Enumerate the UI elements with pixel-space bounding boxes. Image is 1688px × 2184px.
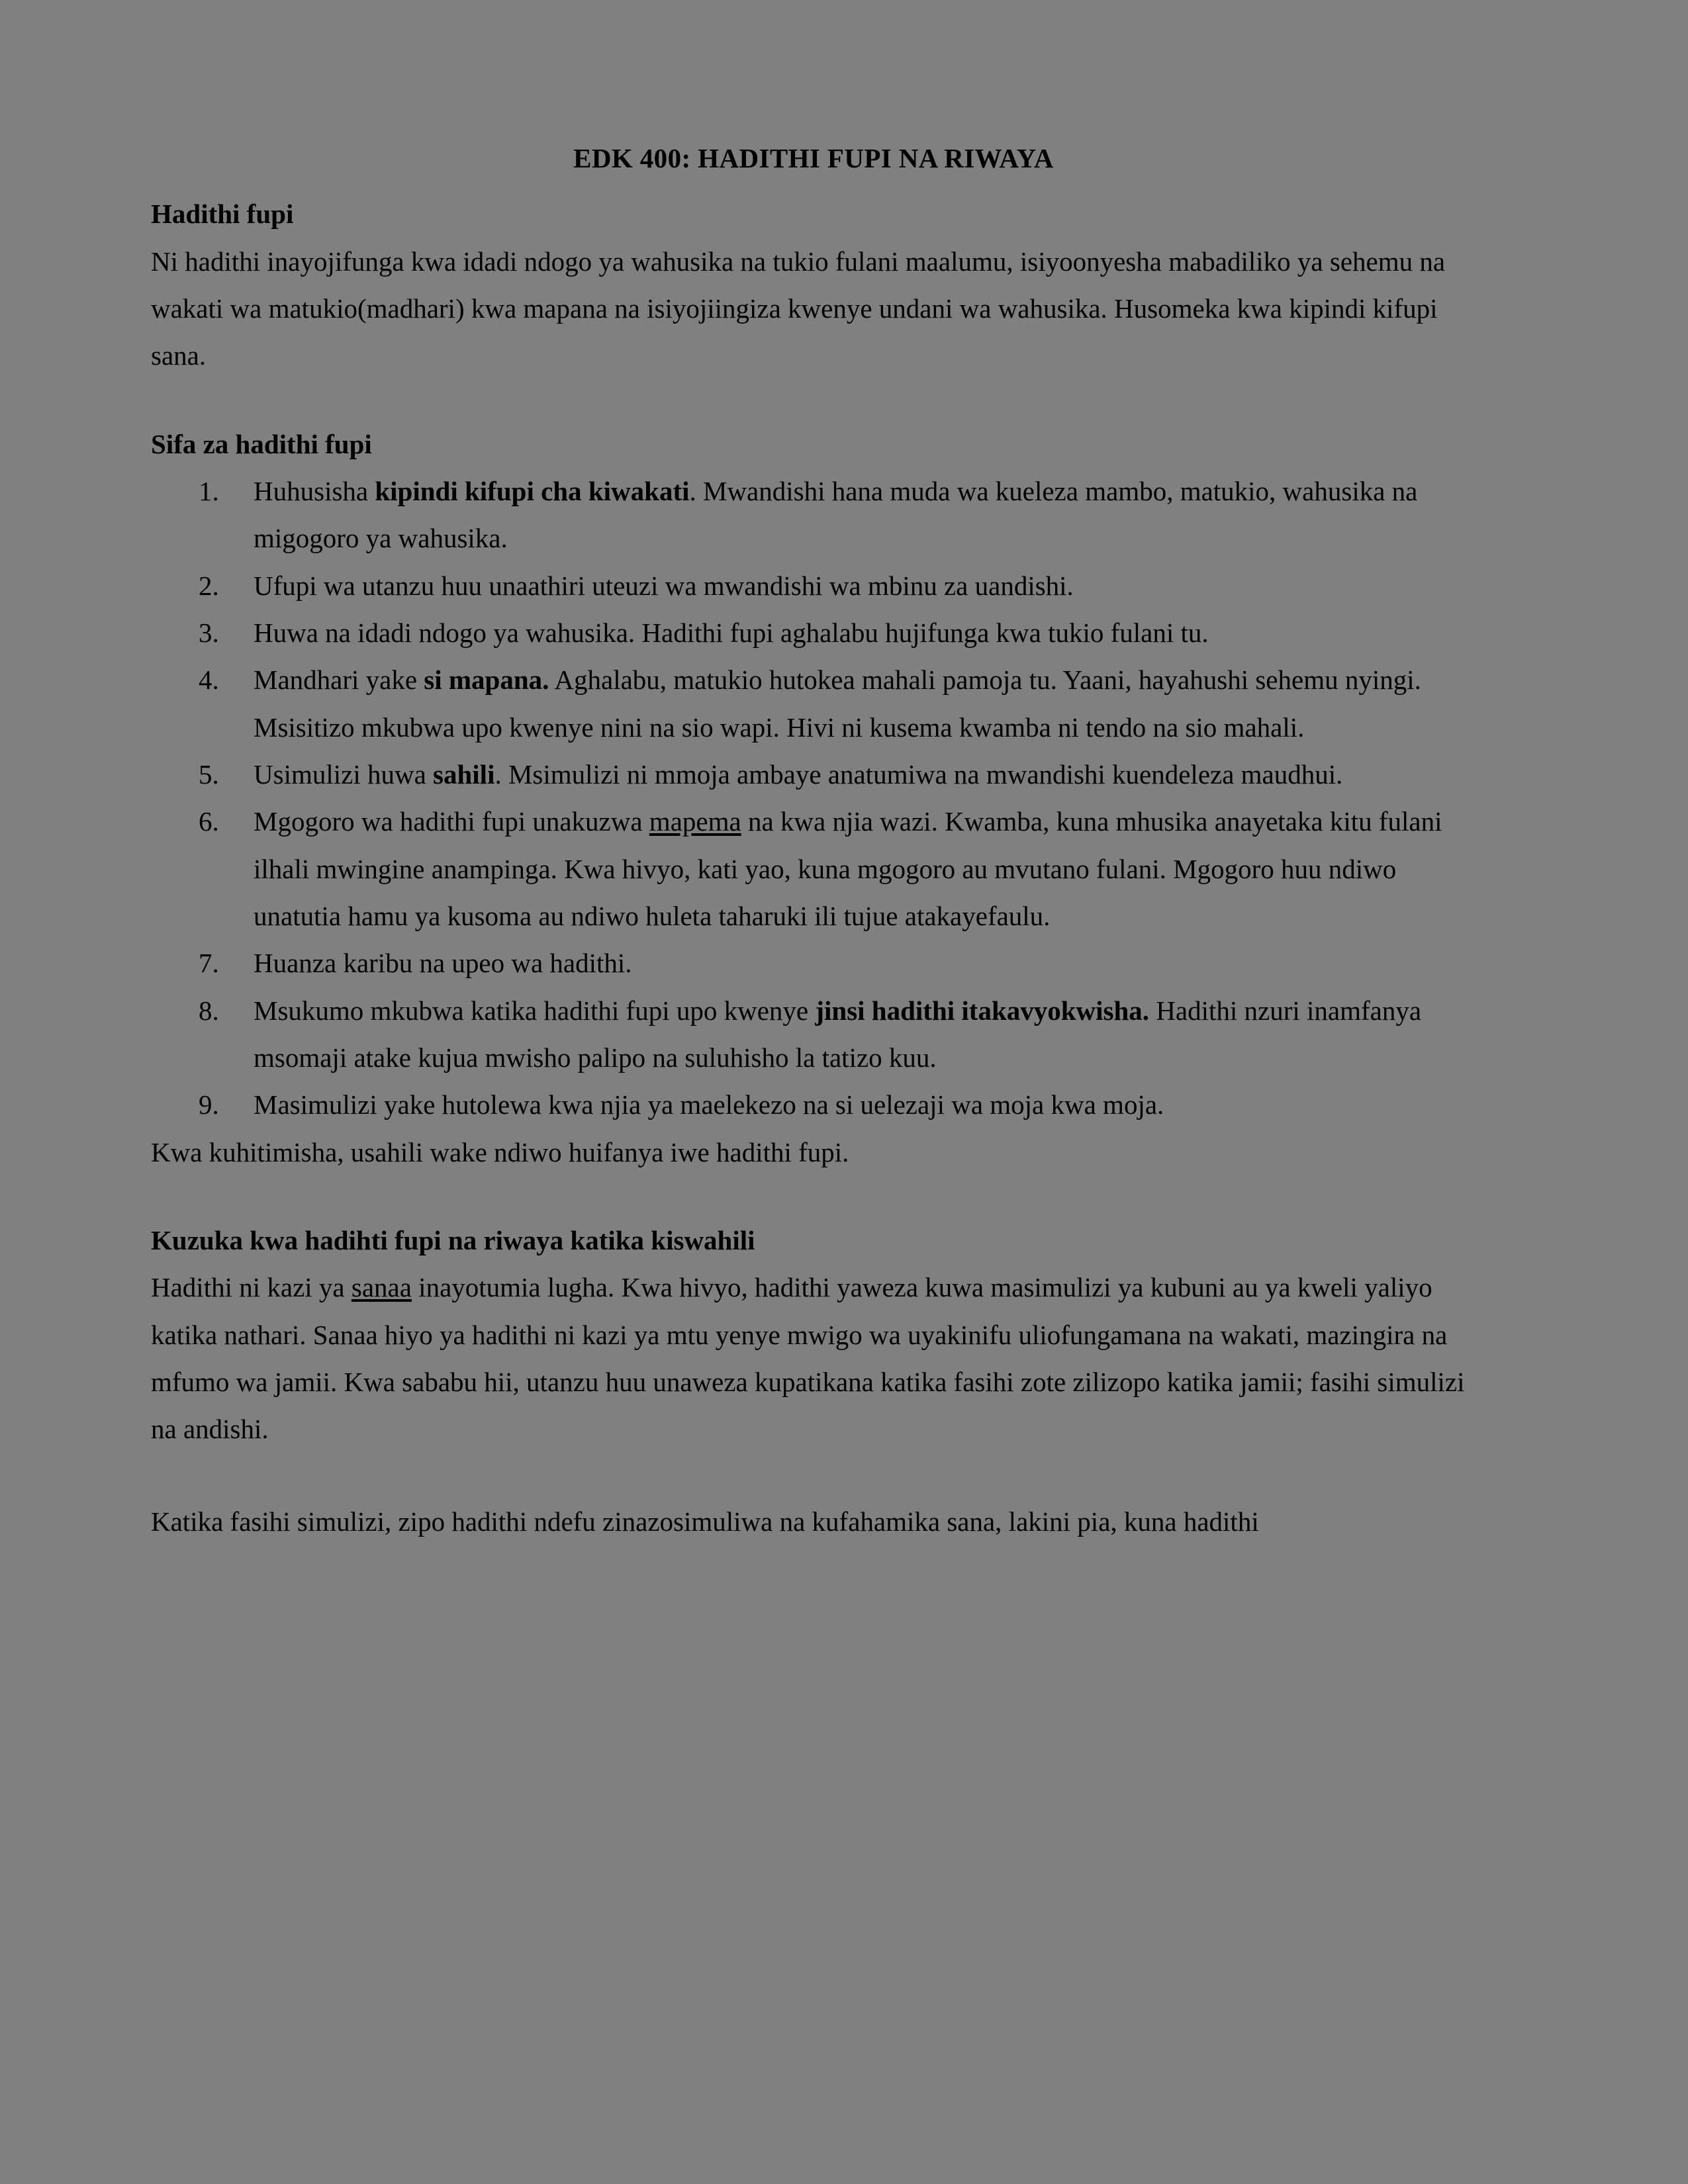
- list-item-text-post: Aghalabu, matukio hutokea mahali pamoja tu. Yaani, hayahushi sehemu nyingi. Msisitizo mkubwa upo kwenye nini na sio wapi. Hivi ni kusema kwamba ni tendo na sio mahali.: [254, 664, 1421, 743]
- list-item-emphasis: jinsi hadithi itakavyokwisha.: [815, 995, 1150, 1026]
- list-item-emphasis: si mapana.: [424, 664, 549, 696]
- list-item-emphasis: kipindi kifupi cha kiwakati: [375, 476, 690, 507]
- paragraph-sifa-closing: Kwa kuhitimisha, usahili wake ndiwo huifanya iwe hadithi fupi.: [151, 1136, 849, 1167]
- list-item-text-post: Hadithi nzuri inamfanya msomaji atake kujua mwisho palipo na suluhisho la tatizo kuu.: [254, 995, 1422, 1073]
- page-title: EDK 400: HADITHI FUPI NA RIWAYA: [573, 143, 1054, 173]
- paragraph-hadithi-fupi-body: Ni hadithi inayojifunga kwa idadi ndogo ya wahusika na tukio fulani maalumu, isiyoonyesha mabadiliko ya sehemu na wakati wa matukio(madhari) kwa mapana na isiyojiingiza kwenye undani wa wahusika. Husomeka kwa kipindi kifupi sana.: [151, 246, 1446, 371]
- paragraph-spacer: [151, 380, 1476, 425]
- list-item-text-pre: Huwa na idadi ndogo ya wahusika. Hadithi fupi aghalabu hujifunga kwa tukio fulani tu.: [254, 617, 1209, 649]
- list-item: [151, 987, 1476, 1082]
- list-item: [151, 798, 1476, 940]
- list-item: [151, 563, 1476, 610]
- sifa-numbered-list: [151, 468, 1476, 1129]
- paragraph-text-post: inayotumia lugha. Kwa hivyo, hadithi yaweza kuwa masimulizi ya kubuni au ya kweli yaliyo katika nathari. Sanaa hiyo ya hadithi ni kazi ya mtu yenye mwigo wa uyakinifu uliofungamana na wakati, mazingira na mfumo wa jamii. Kwa sababu hii, utanzu huu unaweza kupatikana katika fasihi zote zilizopo katika jamii; fasihi simulizi na andishi.: [151, 1272, 1465, 1445]
- list-item: [151, 1081, 1476, 1128]
- paragraph-spacer: [151, 1176, 1476, 1221]
- list-item-text-pre: Msukumo mkubwa katika hadithi fupi upo kwenye: [254, 995, 816, 1026]
- list-item-text-post: na kwa njia wazi. Kwamba, kuna mhusika anayetaka kitu fulani ilhali mwingine anampinga. Kwa hivyo, kati yao, kuna mgogoro au mvutano fulani. Mgogoro huu ndiwo unatutia hamu ya kusoma au ndiwo huleta taharuki ili tujue atakayefaulu.: [254, 806, 1442, 931]
- section-heading-sifa: Sifa za hadithi fupi: [151, 428, 372, 459]
- list-item-text-pre: Huanza karibu na upeo wa hadithi.: [254, 948, 632, 979]
- list-item-text-pre: Masimulizi yake hutolewa kwa njia ya maelekezo na si uelezaji wa moja kwa moja.: [254, 1089, 1164, 1120]
- paragraph-spacer: [151, 1453, 1476, 1498]
- list-item: [151, 657, 1476, 751]
- list-item-text-post: . Msimulizi ni mmoja ambaye anatumiwa na mwandishi kuendeleza maudhui.: [494, 759, 1343, 790]
- paragraph-kuzuka-tail: Katika fasihi simulizi, zipo hadithi ndefu zinazosimuliwa na kufahamika sana, lakini pia, kuna hadithi: [151, 1506, 1259, 1537]
- list-item: [151, 940, 1476, 987]
- list-item-underlined-word: mapema: [649, 806, 741, 837]
- list-item-text-post: . Mwandishi hana muda wa kueleza mambo, matukio, wahusika na migogoro ya wahusika.: [254, 476, 1418, 554]
- section-heading-kuzuka: Kuzuka kwa hadihti fupi na riwaya katika kiswahili: [151, 1224, 755, 1255]
- list-item-text-pre: Huhusisha: [254, 476, 375, 507]
- list-item: [151, 468, 1476, 563]
- list-item-text-pre: Usimulizi huwa: [254, 759, 434, 790]
- list-item-text-pre: Ufupi wa utanzu huu unaathiri uteuzi wa mwandishi wa mbinu za uandishi.: [254, 570, 1074, 601]
- paragraph-underlined-word: sanaa: [351, 1272, 412, 1303]
- list-item: [151, 610, 1476, 657]
- list-item-text-pre: Mgogoro wa hadithi fupi unakuzwa: [254, 806, 649, 837]
- list-item-emphasis: sahili: [433, 759, 495, 790]
- paragraph-kuzuka-body: [151, 1264, 1476, 1453]
- section-heading-hadithi-fupi: Hadithi fupi: [151, 199, 294, 230]
- paragraph-text-pre: Hadithi ni kazi ya: [151, 1272, 352, 1303]
- list-item: [151, 751, 1476, 798]
- list-item-text-pre: Mandhari yake: [254, 664, 424, 696]
